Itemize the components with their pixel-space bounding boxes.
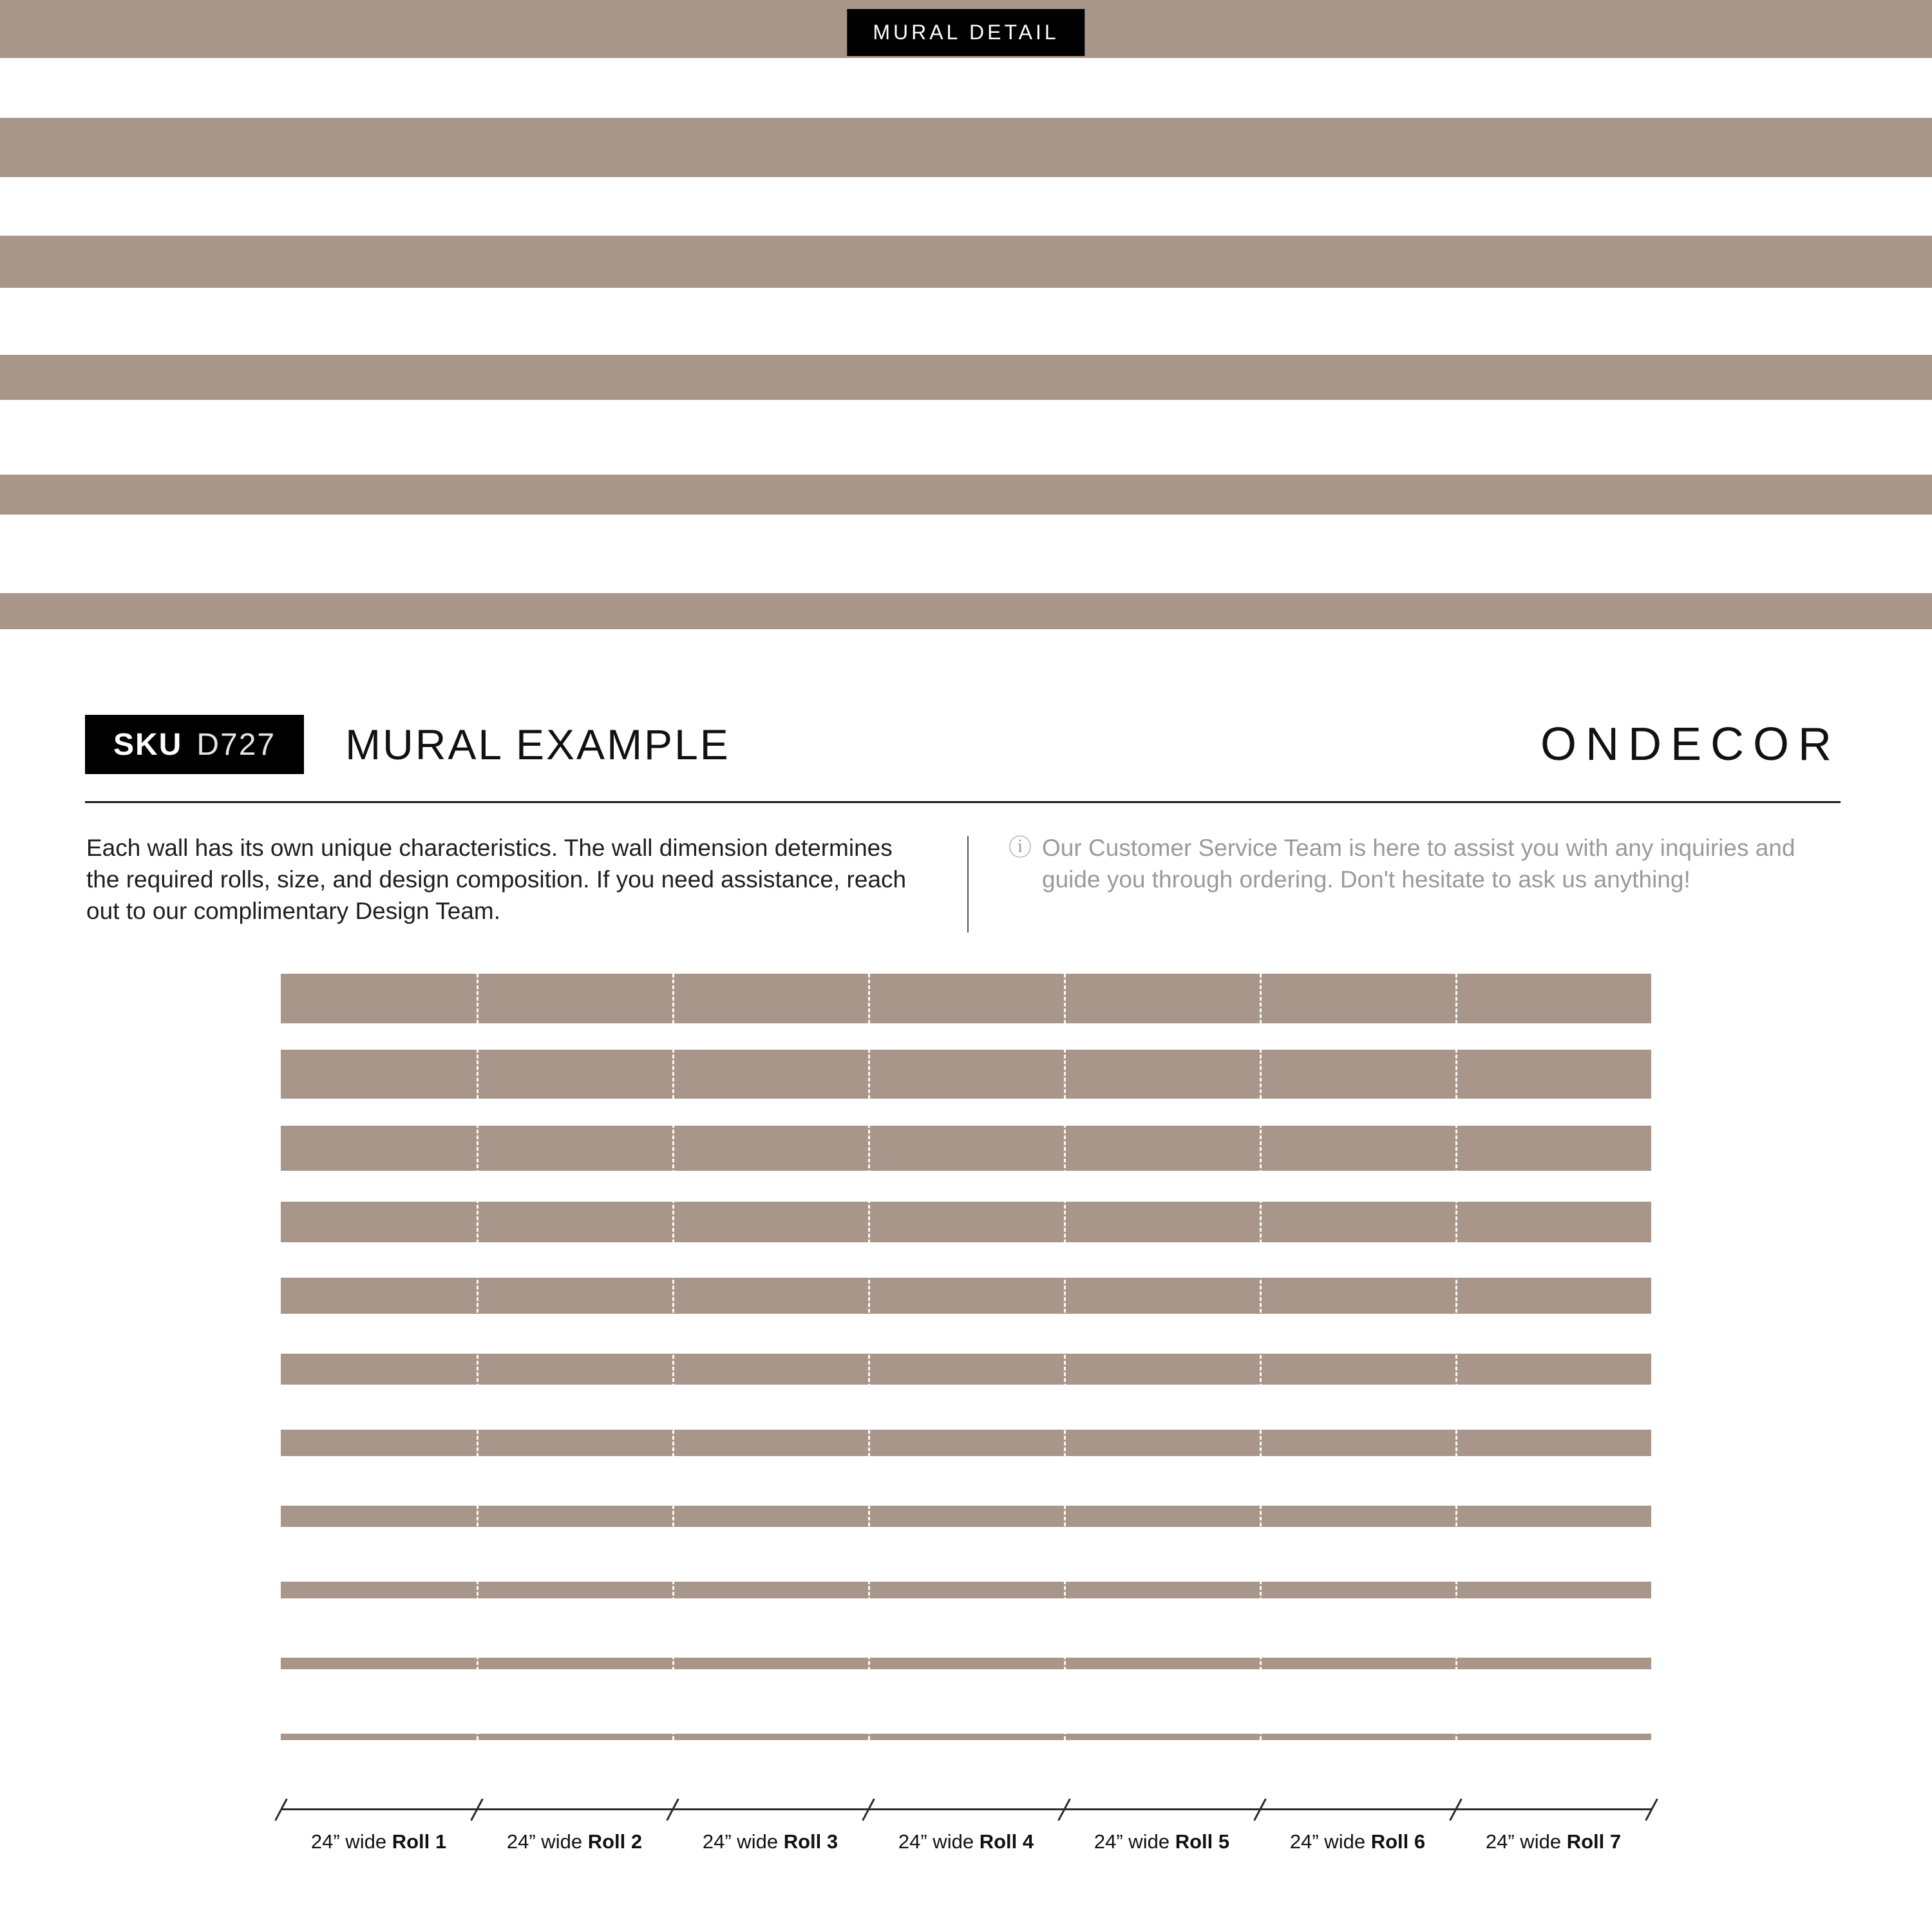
ruler-tick xyxy=(1449,1799,1462,1821)
roll-divider-dashed-line xyxy=(868,974,870,1740)
mural-stripe xyxy=(281,974,1651,1023)
ruler-tick xyxy=(274,1799,287,1821)
banner-stripe xyxy=(0,355,1932,400)
ruler-tick xyxy=(666,1799,679,1821)
roll-divider-dashed-line xyxy=(477,974,478,1740)
roll-width-label: 24” wide xyxy=(1289,1830,1371,1853)
roll-label xyxy=(672,1830,868,1853)
mural-example-diagram xyxy=(281,974,1651,1875)
mural-stripe xyxy=(281,1658,1651,1669)
info-icon: ⓘ xyxy=(1009,834,1032,860)
roll-label xyxy=(477,1830,672,1853)
brand-logo: ONDECOR xyxy=(1540,719,1841,770)
roll-label xyxy=(1064,1830,1260,1853)
banner-stripe xyxy=(0,118,1932,177)
customer-service-note xyxy=(1009,832,1841,895)
customer-service-text: Our Customer Service Team is here to assist you with any inquiries and guide you through ordering. Don't hesitate to ask us anything! xyxy=(1042,835,1795,893)
roll-name: Roll 5 xyxy=(1175,1830,1230,1853)
mural-detail-label: MURAL DETAIL xyxy=(847,9,1084,56)
roll-divider-dashed-line xyxy=(1064,974,1066,1740)
ruler-tick xyxy=(1645,1799,1658,1821)
roll-labels-row xyxy=(281,1830,1651,1853)
banner-stripe xyxy=(0,593,1932,629)
banner-stripe xyxy=(0,236,1932,288)
measurement-ruler xyxy=(281,1808,1651,1810)
roll-width-label: 24” wide xyxy=(1094,1830,1175,1853)
column-divider xyxy=(967,836,969,933)
roll-divider-dashed-line xyxy=(1260,974,1262,1740)
mural-stripe xyxy=(281,1354,1651,1385)
ruler-tick xyxy=(470,1799,483,1821)
roll-divider-dashed-line xyxy=(672,974,674,1740)
roll-label xyxy=(868,1830,1064,1853)
roll-name: Roll 2 xyxy=(587,1830,643,1853)
mural-stripe xyxy=(281,1506,1651,1527)
mural-stripe xyxy=(281,1582,1651,1598)
sku-value: D727 xyxy=(196,727,276,762)
roll-name: Roll 7 xyxy=(1566,1830,1622,1853)
mural-stripe xyxy=(281,1126,1651,1171)
page-title: MURAL EXAMPLE xyxy=(345,721,730,768)
mural-stripe xyxy=(281,1430,1651,1456)
ruler-tick xyxy=(862,1799,875,1821)
roll-label xyxy=(1260,1830,1455,1853)
mural-stripe xyxy=(281,1050,1651,1099)
mural-stripe xyxy=(281,1278,1651,1314)
roll-width-label: 24” wide xyxy=(506,1830,588,1853)
roll-width-label: 24” wide xyxy=(898,1830,980,1853)
intro-section xyxy=(86,832,1841,942)
mural-stripe xyxy=(281,1202,1651,1242)
roll-name: Roll 6 xyxy=(1370,1830,1426,1853)
roll-name: Roll 3 xyxy=(783,1830,838,1853)
header xyxy=(85,714,1841,775)
roll-label xyxy=(1455,1830,1651,1853)
ruler-tick xyxy=(1253,1799,1266,1821)
roll-divider-dashed-line xyxy=(1455,974,1457,1740)
banner-stripe xyxy=(0,475,1932,515)
mural-stripes xyxy=(281,974,1651,1740)
roll-width-label: 24” wide xyxy=(310,1830,392,1853)
roll-name: Roll 1 xyxy=(392,1830,447,1853)
ruler-tick xyxy=(1057,1799,1070,1821)
roll-label xyxy=(281,1830,477,1853)
roll-width-label: 24” wide xyxy=(1485,1830,1567,1853)
mural-detail-banner xyxy=(0,0,1932,631)
roll-name: Roll 4 xyxy=(979,1830,1034,1853)
intro-text: Each wall has its own unique characteristics. The wall dimension determines the required rolls, size, and design composition. If you need assistance, reach out to our complimentary Design Team. xyxy=(86,835,907,925)
sku-label: SKU xyxy=(113,727,183,762)
sku-badge xyxy=(85,715,304,774)
roll-width-label: 24” wide xyxy=(702,1830,784,1853)
mural-stripe xyxy=(281,1734,1651,1740)
header-divider xyxy=(85,801,1841,803)
